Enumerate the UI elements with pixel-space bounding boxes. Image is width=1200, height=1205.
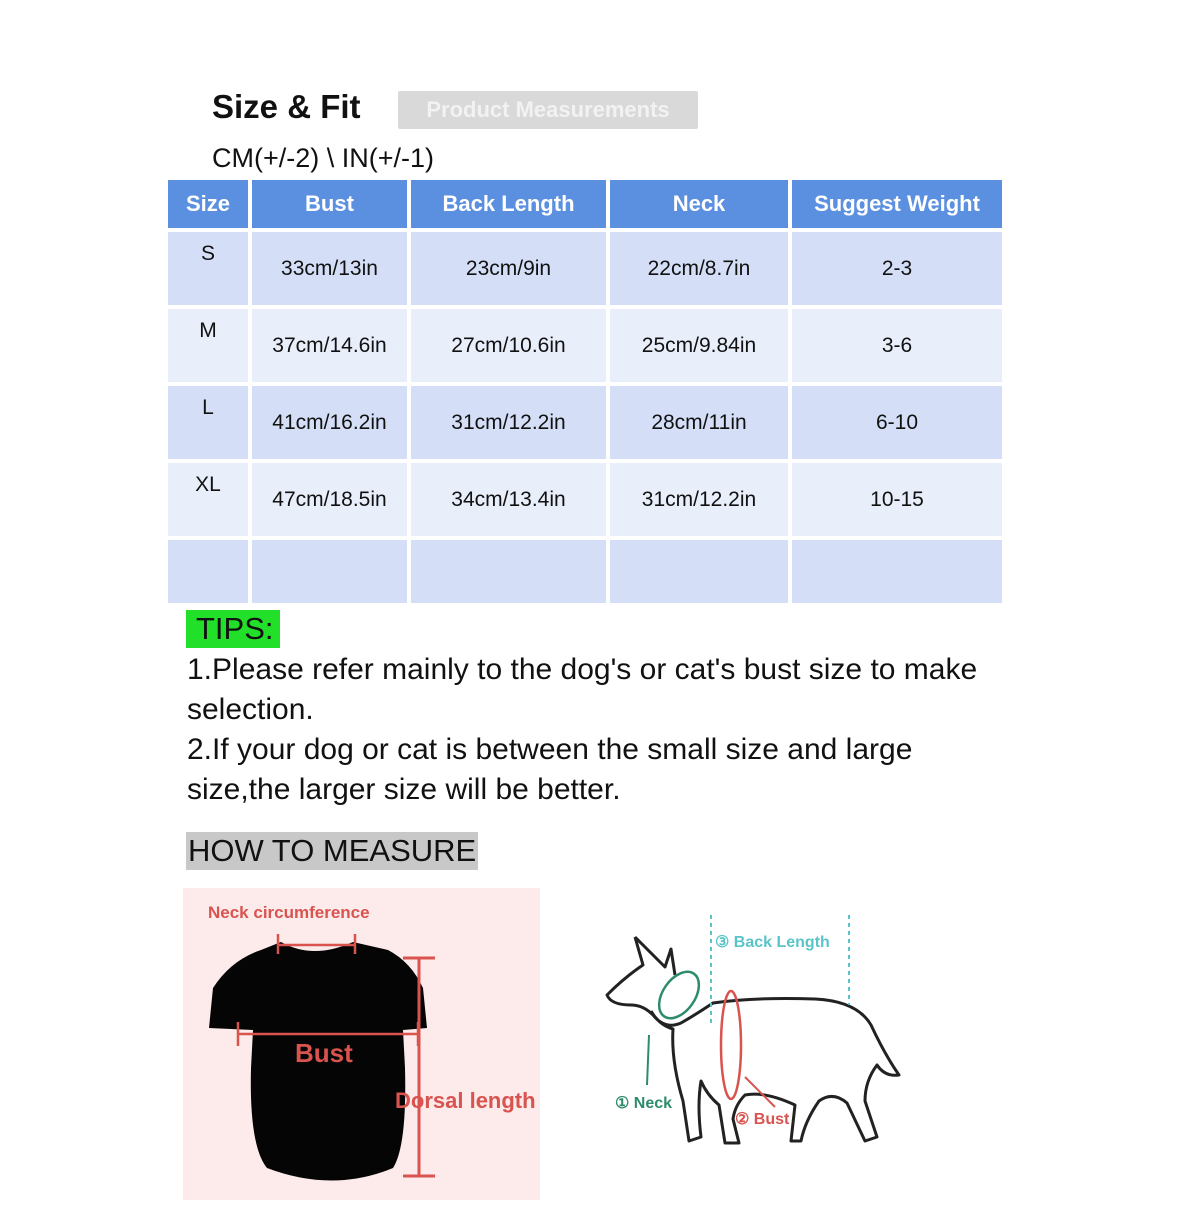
shirt-measure-illustration <box>183 888 540 1200</box>
table-header-row <box>168 180 1002 228</box>
tips-label: TIPS: <box>186 610 280 648</box>
how-to-measure-label: HOW TO MEASURE <box>188 833 477 868</box>
neck-cell: 22cm/8.7in <box>610 232 788 305</box>
dog-neck-label: ① Neck <box>615 1095 673 1112</box>
neck-cell: 25cm/9.84in <box>610 309 788 382</box>
table-row <box>168 232 1002 305</box>
bust-cell: 41cm/16.2in <box>252 386 407 459</box>
dorsal-length-label: Dorsal length <box>395 1088 536 1113</box>
back-length-cell: 27cm/10.6in <box>411 309 606 382</box>
table-row <box>168 386 1002 459</box>
dog-bust-label: ② Bust <box>735 1111 790 1128</box>
units-note: CM(+/-2) \ IN(+/-1) <box>212 143 435 173</box>
header-neck: Neck <box>610 180 788 228</box>
size-cell: XL <box>168 463 248 536</box>
size-cell: S <box>168 232 248 305</box>
page-title: Size & Fit <box>212 88 361 125</box>
bust-cell: 33cm/13in <box>252 232 407 305</box>
neck-cell: 28cm/11in <box>610 386 788 459</box>
header-back-length: Back Length <box>411 180 606 228</box>
size-cell: M <box>168 309 248 382</box>
tip-larger-size: 2.If your dog or cat is between the small size and large size,the larger size will be better. <box>187 733 913 806</box>
back-length-label: ③ Back Length <box>715 934 830 951</box>
empty-cell <box>792 540 1002 603</box>
product-measurements-badge: Product Measurements <box>398 91 698 129</box>
weight-cell: 10-15 <box>792 463 1002 536</box>
empty-cell <box>610 540 788 603</box>
neck-circumference-label: Neck circumference <box>208 903 370 922</box>
table-row <box>168 463 1002 536</box>
dog-diagram <box>595 905 915 1165</box>
weight-cell: 6-10 <box>792 386 1002 459</box>
bust-cell: 37cm/14.6in <box>252 309 407 382</box>
bust-cell: 47cm/18.5in <box>252 463 407 536</box>
empty-cell <box>168 540 248 603</box>
empty-cell <box>252 540 407 603</box>
size-cell: L <box>168 386 248 459</box>
tip-bust: 1.Please refer mainly to the dog's or cat's bust size to make selection. <box>187 653 978 726</box>
bust-label: Bust <box>295 1038 353 1068</box>
back-length-cell: 34cm/13.4in <box>411 463 606 536</box>
header-bust: Bust <box>252 180 407 228</box>
neck-ring <box>651 965 707 1026</box>
size-table <box>164 176 1006 607</box>
dog-measure-illustration <box>595 905 915 1165</box>
back-length-cell: 23cm/9in <box>411 232 606 305</box>
header-size: Size <box>168 180 248 228</box>
shirt-diagram <box>183 888 540 1200</box>
neck-cell: 31cm/12.2in <box>610 463 788 536</box>
bust-ring <box>721 991 741 1099</box>
weight-cell: 2-3 <box>792 232 1002 305</box>
empty-cell <box>411 540 606 603</box>
header-suggest-weight: Suggest Weight <box>792 180 1002 228</box>
back-length-cell: 31cm/12.2in <box>411 386 606 459</box>
weight-cell: 3-6 <box>792 309 1002 382</box>
table-row <box>168 309 1002 382</box>
table-row-empty <box>168 540 1002 603</box>
